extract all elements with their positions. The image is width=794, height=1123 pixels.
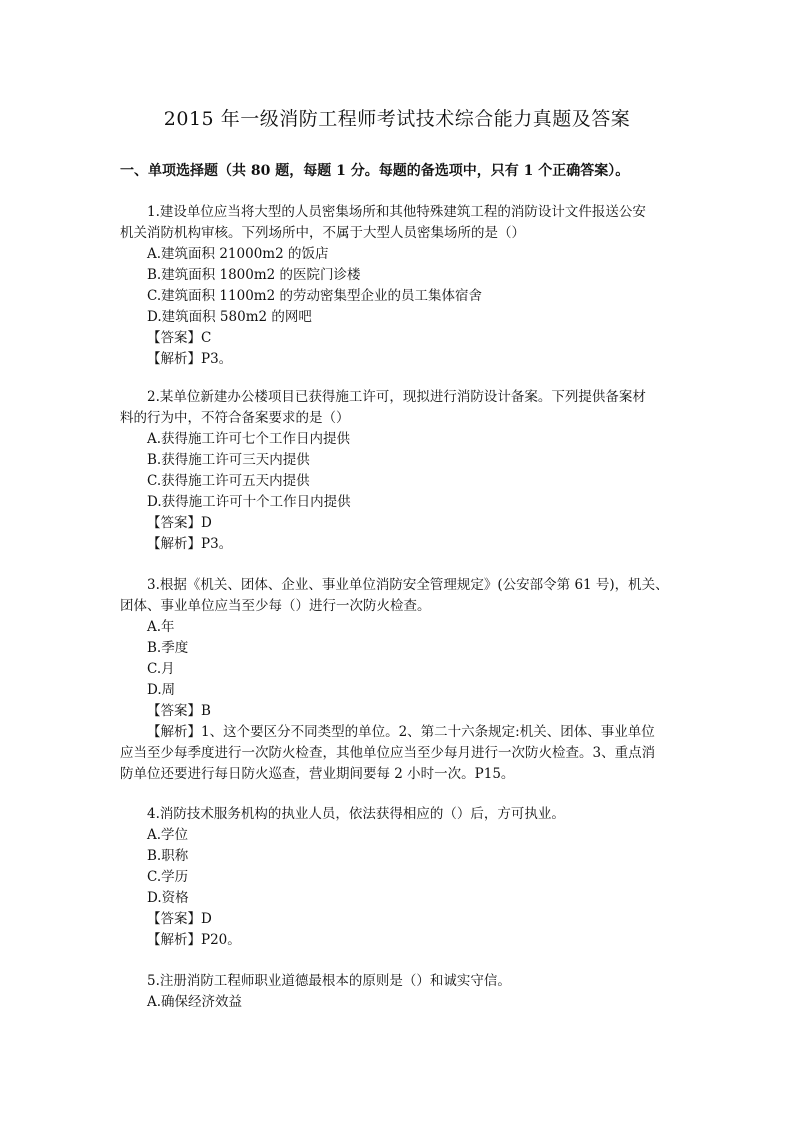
option-c: C.建筑面积 1100m2 的劳动密集型企业的员工集体宿舍 <box>147 288 482 304</box>
option-d: D.周 <box>147 682 176 698</box>
option-d: D.获得施工许可十个工作日内提供 <box>147 494 351 510</box>
question-stem-line: 1.建设单位应当将大型的人员密集场所和其他特殊建筑工程的消防设计文件报送公安 <box>147 204 646 220</box>
analysis-line: 防单位还要进行每日防火巡查，营业期间要每 2 小时一次。P15。 <box>120 766 515 782</box>
document-title: 2015 年一级消防工程师考试技术综合能力真题及答案 <box>163 108 631 130</box>
option-b: B.职称 <box>147 848 189 864</box>
question-2 <box>120 387 690 555</box>
option-a: A.学位 <box>147 827 189 843</box>
answer-line: 【答案】C <box>147 330 212 346</box>
option-c: C.获得施工许可五天内提供 <box>147 473 310 489</box>
option-a: A.年 <box>147 619 175 635</box>
option-c: C.月 <box>147 661 175 677</box>
analysis-line: 【解析】1、这个要区分不同类型的单位。2、第二十六条规定:机关、团体、事业单位 <box>147 724 655 740</box>
section-heading: 一、单项选择题（共 80 题，每题 1 分。每题的备选项中，只有 1 个正确答案）。 <box>120 163 630 179</box>
option-d: D.建筑面积 580m2 的网吧 <box>147 309 312 325</box>
option-b: B.季度 <box>147 640 189 656</box>
question-stem-line: 2.某单位新建办公楼项目已获得施工许可，现拟进行消防设计备案。下列提供备案材 <box>147 389 646 405</box>
option-b: B.建筑面积 1800m2 的医院门诊楼 <box>147 267 361 283</box>
question-1 <box>120 202 690 370</box>
question-3 <box>120 575 690 785</box>
analysis-line: 【解析】P3。 <box>147 536 233 552</box>
question-stem-line: 团体、事业单位应当至少每（）进行一次防火检查。 <box>120 598 431 614</box>
analysis-line: 【解析】P20。 <box>147 932 241 948</box>
question-stem-line: 料的行为中，不符合备案要求的是（） <box>120 410 350 426</box>
option-d: D.资格 <box>147 890 189 906</box>
option-a: A.建筑面积 21000m2 的饭店 <box>147 246 329 262</box>
answer-line: 【答案】D <box>147 515 212 531</box>
option-a: A.获得施工许可七个工作日内提供 <box>147 431 351 447</box>
question-stem-line: 5.注册消防工程师职业道德最根本的原则是（）和诚实守信。 <box>147 973 511 989</box>
answer-line: 【答案】B <box>147 703 211 719</box>
question-4 <box>120 804 690 951</box>
analysis-line: 【解析】P3。 <box>147 351 233 367</box>
answer-line: 【答案】D <box>147 911 212 927</box>
question-stem-line: 4.消防技术服务机构的执业人员，依法获得相应的（）后，方可执业。 <box>147 806 565 822</box>
question-stem-line: 机关消防机构审核。下列场所中，不属于大型人员密集场所的是（） <box>120 225 525 241</box>
option-a: A.确保经济效益 <box>147 994 243 1010</box>
question-5 <box>120 971 690 1013</box>
question-stem-line: 3.根据《机关、团体、企业、事业单位消防安全管理规定》(公安部令第 61 号)，机关、 <box>147 577 669 593</box>
analysis-line: 应当至少每季度进行一次防火检查，其他单位应当至少每月进行一次防火检查。3、重点消 <box>120 745 656 761</box>
option-b: B.获得施工许可三天内提供 <box>147 452 310 468</box>
option-c: C.学历 <box>147 869 189 885</box>
